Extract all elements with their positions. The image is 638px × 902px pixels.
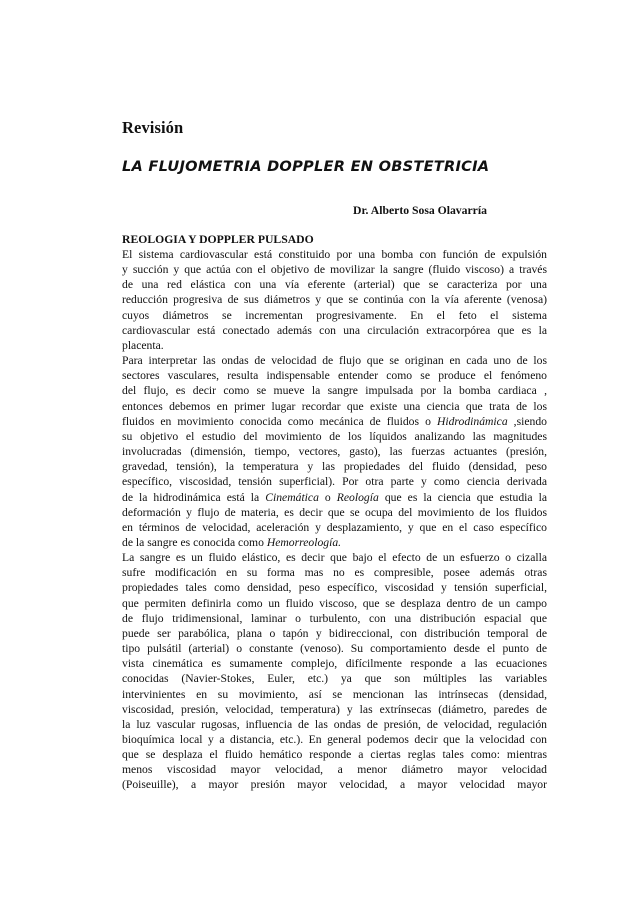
author-name: Dr. Alberto Sosa Olavarría <box>353 204 487 217</box>
text-line: entonces debemos en primer lugar recordar que existe una ciencia que trata de los <box>122 399 547 413</box>
text-line: La sangre es un fluido elástico, es decir que bajo el efecto de un esfuerzo o cizalla <box>122 551 547 565</box>
section-heading: REOLOGIA Y DOPPLER PULSADO <box>122 233 314 246</box>
text-line <box>122 414 547 429</box>
article-title: LA FLUJOMETRIA DOPPLER EN OBSTETRICIA <box>122 158 490 175</box>
text-line: intervinientes en su movimiento, así se mencionan las intrínsecas (densidad, <box>122 687 547 701</box>
text-line: en términos de velocidad, aceleración y desplazamiento, y que en el caso específico <box>122 520 547 534</box>
emphasis-term: Cinemática <box>265 490 319 504</box>
text-line: y succión y que actúa con el objetivo de movilizar la sangre (fluido viscoso) a través <box>122 263 547 277</box>
text-run: de la sangre es conocida como <box>122 535 267 549</box>
text-run: o <box>318 490 337 504</box>
emphasis-term: Hidrodinámica <box>436 414 508 428</box>
text-line: viscosidad, presión, velocidad, temperatura) y las extrínsecas (diámetro, paredes de <box>122 702 547 716</box>
text-line: cardiovascular está conectado además con una circulación extracorpórea que es la <box>122 323 547 337</box>
text-line <box>122 490 547 505</box>
emphasis-term: Reología <box>336 490 379 504</box>
text-run: ,siendo <box>507 414 547 428</box>
text-line: tipo pulsátil (arterial) o constante (venoso). Su comportamiento desde el punto de <box>122 642 547 656</box>
emphasis-term: Hemorreología. <box>266 535 342 549</box>
text-line: gravedad, tensión), la temperatura y las propiedades del fluido (densidad, peso <box>122 460 547 474</box>
text-line: sectores vasculares, resulta indispensable entender como se produce el fenómeno <box>122 369 547 383</box>
text-run: que es la ciencia que estudia la <box>378 490 548 504</box>
text-line: involucradas (dimensión, tiempo, vectores, gasto), las fuerzas actuantes (presión, <box>122 445 547 459</box>
text-line: que se desplaza el fluido hemático responde a ciertas reglas tales como: mientras <box>122 748 547 762</box>
text-line: Para interpretar las ondas de velocidad de flujo que se originan en cada uno de los <box>122 354 547 368</box>
text-line: propiedades tales como densidad, peso específico, viscosidad y tensión superficial, <box>122 581 547 595</box>
text-line: de una red elástica con una vía eferente (arterial) que se caracteriza por una <box>122 278 547 292</box>
text-line: deformación y flujo de materia, es decir que se ocupa del movimiento de los fluidos <box>122 505 547 519</box>
article-body <box>122 247 547 793</box>
text-line: vista cinemática es sumamente complejo, difícilmente responde a las ecuaciones <box>122 657 547 671</box>
text-line: que permiten definirla como un fluido viscoso, que se desplaza dentro de un campo <box>122 596 547 610</box>
text-line: sufre modificación en su forma mas no es compresible, posee además otras <box>122 566 547 580</box>
text-line: del flujo, es decir como se mueve la sangre impulsada por la bomba cardiaca , <box>122 384 547 398</box>
text-run: de la hidrodinámica está la <box>122 490 266 504</box>
text-line: específico, viscosidad, tensión superficial). Por otra parte y como ciencia derivada <box>122 475 547 489</box>
text-line: cuyos diámetros se incrementan progresivamente. En el feto el sistema <box>122 308 547 322</box>
text-line: su objetivo el estudio del movimiento de los líquidos analizando las magnitudes <box>122 429 547 443</box>
text-run: fluidos en movimiento conocida como mecánica de fluidos o <box>122 414 437 428</box>
text-line: bioquímica local y a distancia, etc.). En general podemos decir que la velocidad con <box>122 733 547 746</box>
text-line: de flujo tridimensional, laminar o turbulento, con una distribución espacial que <box>122 611 547 625</box>
text-line: menos viscosidad mayor velocidad, a menor diámetro mayor velocidad <box>122 763 547 777</box>
text-line: la luz vascular rugosas, influencia de las ondas de presión, de velocidad, regulación <box>122 717 547 731</box>
section-label: Revisión <box>122 118 184 137</box>
text-line: reducción progresiva de sus diámetros y que se continúa con la vía aferente (venosa) <box>122 293 547 307</box>
text-line <box>122 535 547 550</box>
text-line: conocidas (Navier-Stokes, Euler, etc.) ya que son múltiples las variables <box>122 672 547 686</box>
text-line: El sistema cardiovascular está constituido por una bomba con función de expulsión <box>122 248 547 261</box>
text-line: puede ser parabólica, plana o tapón y bidireccional, con distribución temporal de <box>122 626 547 640</box>
text-line: (Poiseuille), a mayor presión mayor velocidad, a mayor velocidad mayor <box>122 778 547 792</box>
text-line: placenta. <box>122 338 164 352</box>
